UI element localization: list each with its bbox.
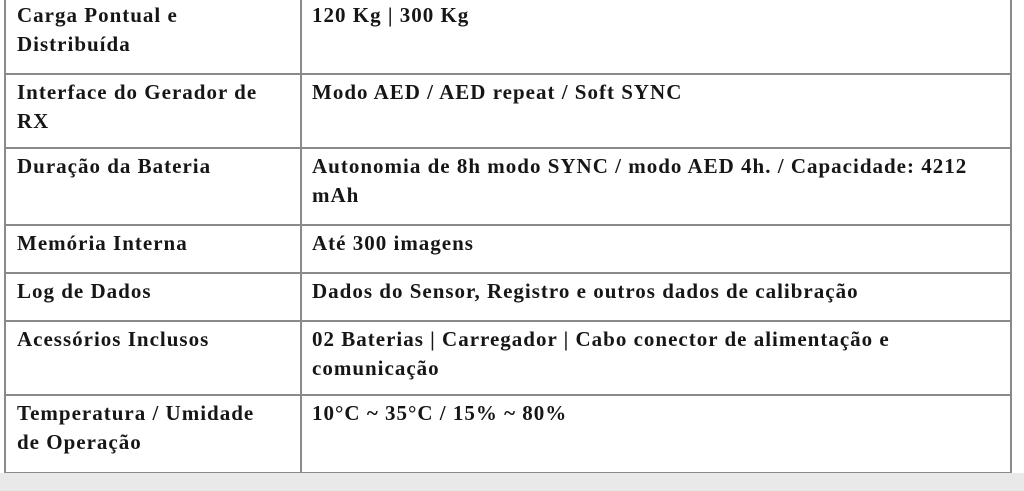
spec-row xyxy=(5,0,1011,74)
spec-row xyxy=(5,273,1011,321)
spec-value-cell: Dados do Sensor, Registro e outros dados de calibração xyxy=(301,273,1011,321)
spec-row xyxy=(5,74,1011,148)
spec-label-cell: Log de Dados xyxy=(5,273,301,321)
spec-value-cell: 02 Baterias | Carregador | Cabo conector de alimentação e comunicação xyxy=(301,321,1011,395)
spec-value-cell: Autonomia de 8h modo SYNC / modo AED 4h. / Capacidade: 4212 mAh xyxy=(301,148,1011,225)
spec-label-cell: Carga Pontual e Distribuída xyxy=(5,0,301,74)
spec-row xyxy=(5,321,1011,395)
spec-label-cell: Temperatura / Umidade de Operação xyxy=(5,395,301,473)
spec-table xyxy=(4,0,1012,474)
spec-label-cell: Acessórios Inclusos xyxy=(5,321,301,395)
spec-value-cell: Modo AED / AED repeat / Soft SYNC xyxy=(301,74,1011,148)
spec-row xyxy=(5,395,1011,473)
spec-label-cell: Interface do Gerador de RX xyxy=(5,74,301,148)
spec-label-cell: Duração da Bateria xyxy=(5,148,301,225)
spec-value-cell: 120 Kg | 300 Kg xyxy=(301,0,1011,74)
spec-value-cell: 10°C ~ 35°C / 15% ~ 80% xyxy=(301,395,1011,473)
page-bottom-strip xyxy=(0,473,1024,491)
spec-value-cell: Até 300 imagens xyxy=(301,225,1011,273)
spec-label-cell: Memória Interna xyxy=(5,225,301,273)
spec-row xyxy=(5,225,1011,273)
spec-row xyxy=(5,148,1011,225)
